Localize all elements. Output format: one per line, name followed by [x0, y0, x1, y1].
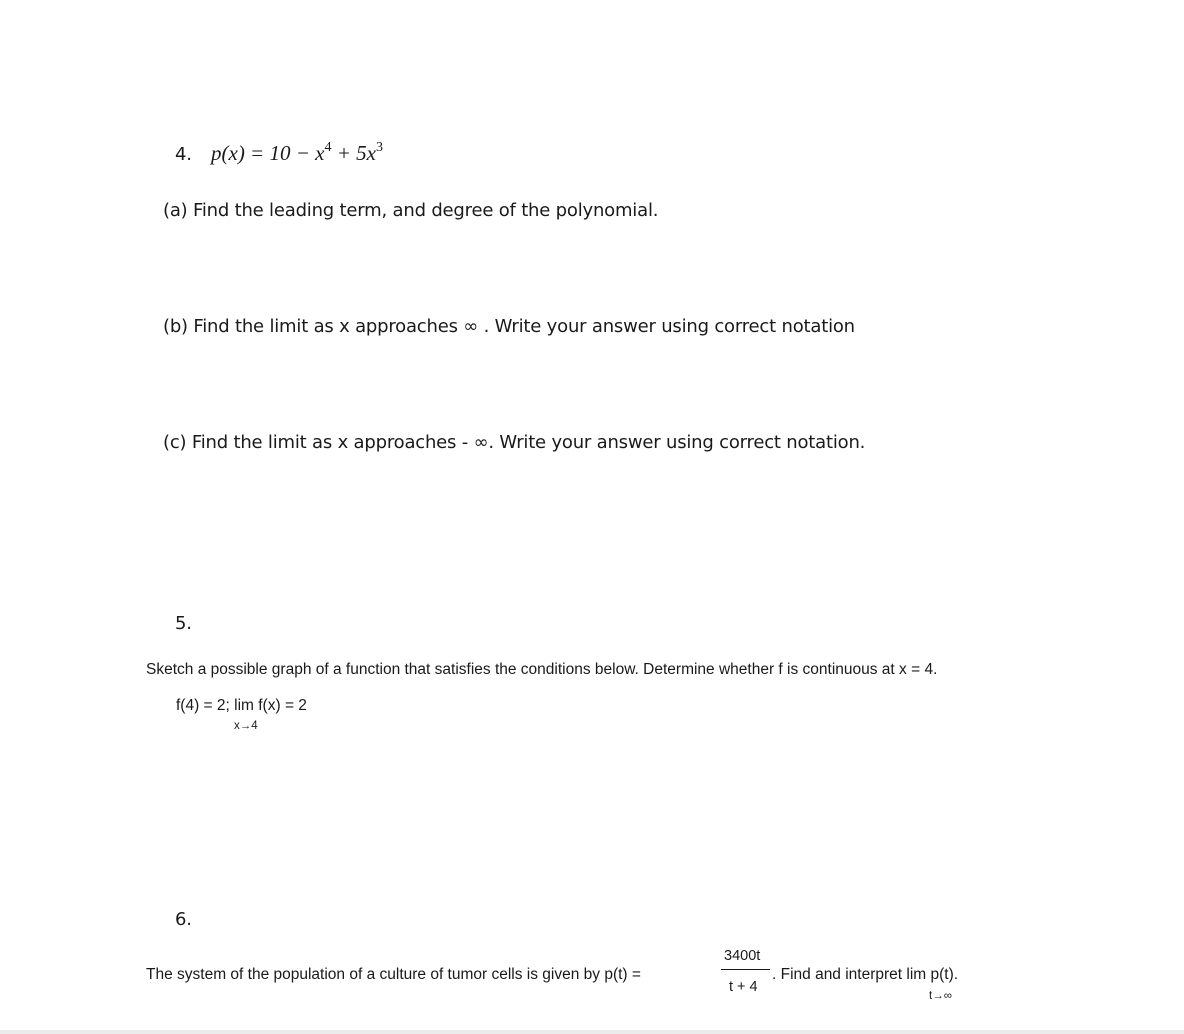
question-6-limit-subscript: t→∞: [929, 990, 952, 1002]
fraction-bar: [721, 969, 770, 970]
question-6-prompt-end: . Find and interpret lim p(t).: [772, 966, 959, 983]
function-lhs: p(x) = 10 − x: [211, 141, 325, 165]
fraction-denominator: t + 4: [729, 979, 758, 995]
question-4-part-c: (c) Find the limit as x approaches - ∞. Write your answer using correct notation.: [163, 432, 866, 453]
exponent-3: 3: [375, 140, 383, 155]
question-6-prompt-start: The system of the population of a culture of tumor cells is given by p(t) =: [146, 966, 641, 983]
question-5-prompt: Sketch a possible graph of a function that satisfies the conditions below. Determine whether f is continuous at x = 4.: [146, 661, 938, 678]
question-6-number: 6.: [175, 909, 192, 930]
question-4-function: [211, 141, 383, 166]
fraction-numerator: 3400t: [724, 948, 761, 964]
exponent-4: 4: [324, 140, 332, 155]
page-bottom-edge: [0, 1030, 1184, 1034]
question-5-conditions: f(4) = 2; lim f(x) = 2: [176, 697, 307, 714]
question-4-part-b: (b) Find the limit as x approaches ∞ . Write your answer using correct notation: [163, 316, 855, 337]
question-4-number: 4.: [175, 144, 192, 165]
function-plus-term: + 5x: [331, 141, 376, 165]
question-4-part-a: (a) Find the leading term, and degree of the polynomial.: [163, 200, 659, 221]
question-5-number: 5.: [175, 613, 192, 634]
question-5-limit-subscript: x→4: [234, 720, 258, 732]
